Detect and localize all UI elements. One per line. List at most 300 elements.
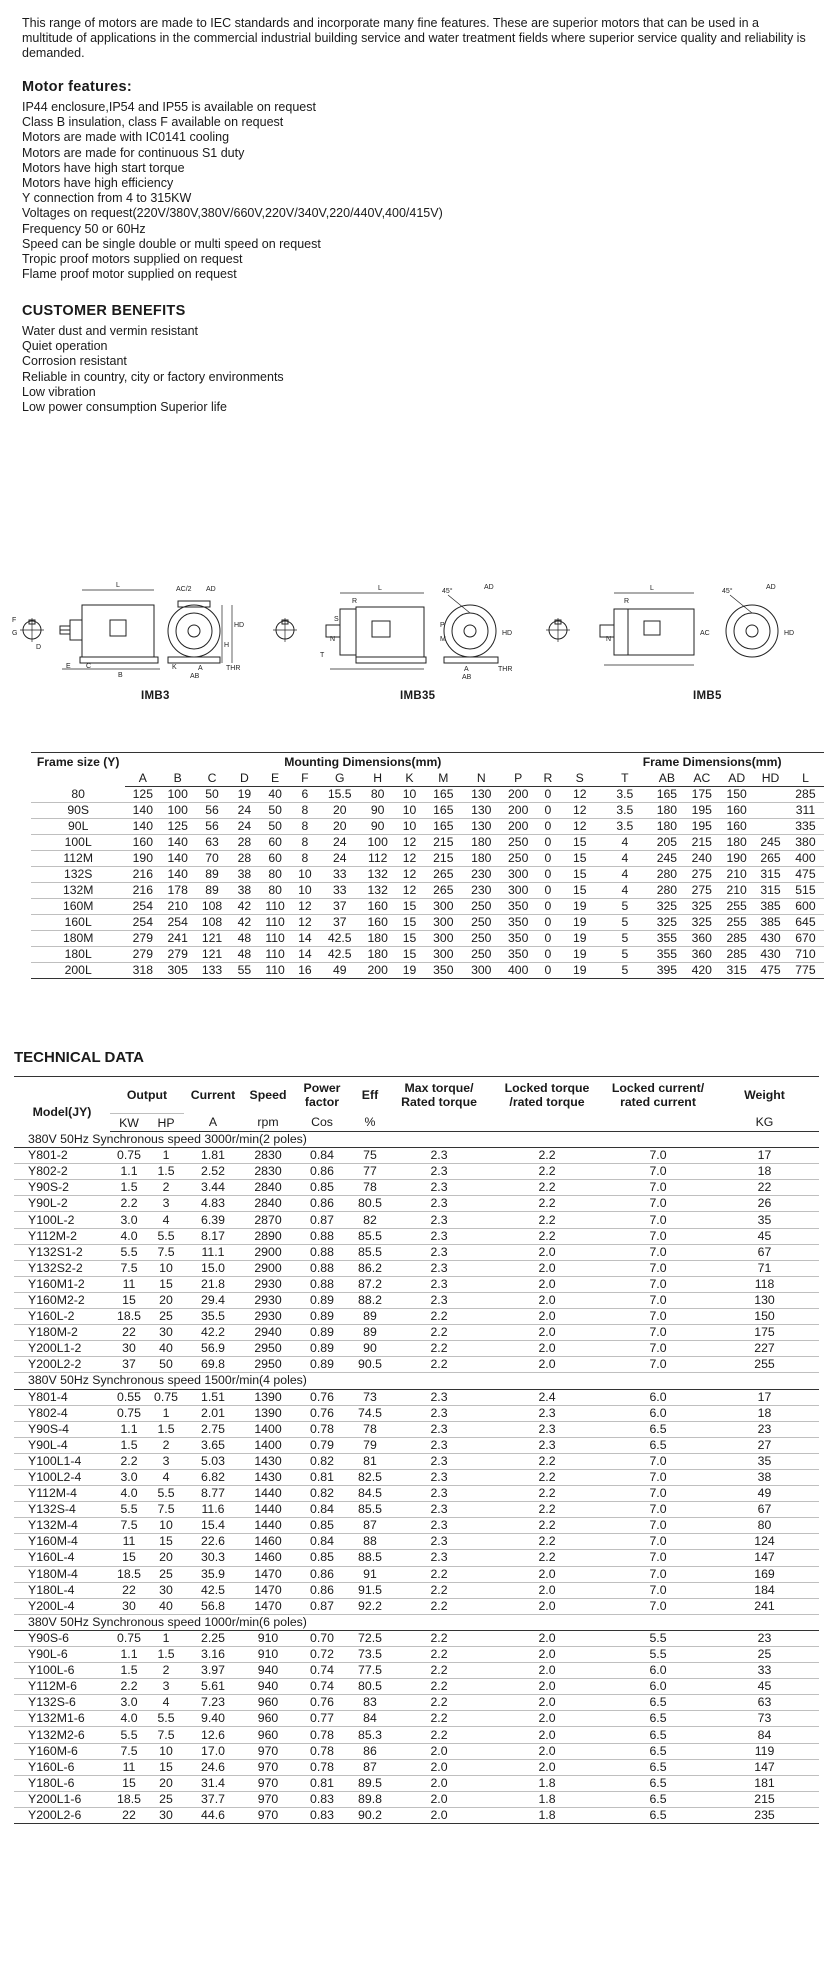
frame-size-cell: 90S xyxy=(31,803,125,819)
dim-cell: 250 xyxy=(500,835,537,851)
model-cell: Y90S-6 xyxy=(14,1630,110,1646)
data-cell: 0.89 xyxy=(294,1341,350,1357)
dim-cell: 300 xyxy=(424,947,463,963)
data-cell: 6.5 xyxy=(606,1437,710,1453)
data-cell: 30 xyxy=(148,1325,184,1341)
data-cell: 1400 xyxy=(242,1421,294,1437)
dim-cell: 12 xyxy=(559,803,600,819)
data-cell: 6.0 xyxy=(606,1389,710,1405)
dim-cell: 42 xyxy=(229,915,260,931)
benefit-item: Water dust and vermin resistant xyxy=(22,324,198,338)
data-cell: 2.0 xyxy=(488,1647,606,1663)
table-row xyxy=(14,1212,819,1228)
dim-cell xyxy=(754,819,787,835)
data-cell: 2.3 xyxy=(390,1518,488,1534)
data-cell: 6.5 xyxy=(606,1759,710,1775)
dim-cell: 24 xyxy=(319,851,360,867)
dim-cell: 0 xyxy=(537,947,560,963)
data-cell: 2.0 xyxy=(390,1775,488,1791)
dim-cell: 215 xyxy=(424,835,463,851)
dim-cell: 178 xyxy=(160,883,195,899)
data-cell: 0.89 xyxy=(294,1325,350,1341)
data-cell: 56.8 xyxy=(184,1598,242,1614)
data-cell: 31.4 xyxy=(184,1775,242,1791)
group-row xyxy=(14,1373,819,1389)
dim-cell: 280 xyxy=(649,883,684,899)
data-cell: 30 xyxy=(148,1807,184,1823)
data-cell: 81 xyxy=(350,1453,390,1469)
data-cell: 20 xyxy=(148,1775,184,1791)
data-cell: 2.3 xyxy=(390,1228,488,1244)
data-cell: 7.0 xyxy=(606,1148,710,1164)
data-cell: 0.76 xyxy=(294,1695,350,1711)
dim-cell: 33 xyxy=(319,883,360,899)
data-cell: 2.3 xyxy=(390,1260,488,1276)
dim-cell: 63 xyxy=(195,835,229,851)
dim-cell: 250 xyxy=(463,899,500,915)
dim-cell: 50 xyxy=(260,803,291,819)
data-cell: 7.0 xyxy=(606,1550,710,1566)
dim-cell: 14 xyxy=(291,947,320,963)
group-row xyxy=(14,1132,819,1148)
data-cell: 2.0 xyxy=(488,1582,606,1598)
data-cell: 72.5 xyxy=(350,1630,390,1646)
dim-cell: 250 xyxy=(500,851,537,867)
model-cell: Y132S-6 xyxy=(14,1695,110,1711)
data-cell: 3 xyxy=(148,1679,184,1695)
table-row xyxy=(14,1743,819,1759)
dim-cell: 350 xyxy=(500,915,537,931)
benefit-item: Reliable in country, city or factory environments xyxy=(22,369,284,384)
data-cell: 45 xyxy=(710,1679,819,1695)
data-cell: 2.2 xyxy=(390,1630,488,1646)
data-cell: 21.8 xyxy=(184,1276,242,1292)
model-cell: Y200L1-6 xyxy=(14,1791,110,1807)
dim-cell: 70 xyxy=(195,851,229,867)
data-cell: 7.0 xyxy=(606,1518,710,1534)
data-cell: 15 xyxy=(110,1775,148,1791)
dim-cell: 0 xyxy=(537,963,560,979)
data-cell: 73 xyxy=(710,1711,819,1727)
model-cell: Y200L1-2 xyxy=(14,1341,110,1357)
dim-cell: 19 xyxy=(559,899,600,915)
technical-data-table xyxy=(14,1076,819,1824)
data-cell: 2.52 xyxy=(184,1164,242,1180)
data-cell: 7.0 xyxy=(606,1228,710,1244)
data-cell: 23 xyxy=(710,1421,819,1437)
header-output: Output xyxy=(110,1077,184,1114)
model-cell: Y180L-4 xyxy=(14,1582,110,1598)
data-cell: 2930 xyxy=(242,1276,294,1292)
data-cell: 78 xyxy=(350,1180,390,1196)
data-cell: 6.5 xyxy=(606,1807,710,1823)
dim-cell: 0 xyxy=(537,803,560,819)
data-cell: 7.0 xyxy=(606,1325,710,1341)
model-cell: Y112M-4 xyxy=(14,1486,110,1502)
dim-cell: 395 xyxy=(649,963,684,979)
dim-cell: 56 xyxy=(195,803,229,819)
data-cell: 0.78 xyxy=(294,1743,350,1759)
table-row xyxy=(31,803,824,819)
dim-cell: 216 xyxy=(125,883,160,899)
feature-item: Speed can be single double or multi speed on request xyxy=(22,236,321,251)
table-row xyxy=(14,1309,819,1325)
dim-letter-ac2: AC/2 xyxy=(176,586,192,593)
imb5-dim-ad: AD xyxy=(766,584,776,591)
data-cell: 3.97 xyxy=(184,1663,242,1679)
imb35-dim-ad: AD xyxy=(484,584,494,591)
model-cell: Y100L-6 xyxy=(14,1663,110,1679)
dim-cell: 205 xyxy=(649,835,684,851)
model-cell: Y90S-2 xyxy=(14,1180,110,1196)
unit-cell: KG xyxy=(710,1114,819,1132)
dim-cell: 15 xyxy=(395,915,424,931)
data-cell: 7.0 xyxy=(606,1212,710,1228)
table-row xyxy=(14,1791,819,1807)
data-cell: 10 xyxy=(148,1260,184,1276)
data-cell: 6.5 xyxy=(606,1791,710,1807)
data-cell: 0.87 xyxy=(294,1598,350,1614)
data-cell: 7.5 xyxy=(110,1518,148,1534)
data-cell: 2 xyxy=(148,1663,184,1679)
data-cell: 3.0 xyxy=(110,1695,148,1711)
frame-size-cell: 200L xyxy=(31,963,125,979)
model-cell: Y100L1-4 xyxy=(14,1453,110,1469)
data-cell: 90.2 xyxy=(350,1807,390,1823)
model-cell: Y200L2-6 xyxy=(14,1807,110,1823)
data-cell: 22 xyxy=(110,1325,148,1341)
dim-column-header: C xyxy=(195,771,229,787)
dim-cell: 5 xyxy=(600,963,649,979)
dim-cell: 300 xyxy=(424,915,463,931)
data-cell: 69.8 xyxy=(184,1357,242,1373)
imb5-dim-l: L xyxy=(650,585,654,592)
data-cell: 73 xyxy=(350,1389,390,1405)
data-cell: 15 xyxy=(110,1292,148,1308)
model-cell: Y160M-4 xyxy=(14,1534,110,1550)
data-cell: 1.8 xyxy=(488,1791,606,1807)
data-cell: 0.84 xyxy=(294,1502,350,1518)
data-cell: 6.5 xyxy=(606,1775,710,1791)
data-cell: 85.5 xyxy=(350,1502,390,1518)
dim-cell: 140 xyxy=(160,851,195,867)
dim-cell: 20 xyxy=(319,819,360,835)
dim-cell: 150 xyxy=(719,787,754,803)
data-cell: 0.83 xyxy=(294,1791,350,1807)
data-cell: 90 xyxy=(350,1341,390,1357)
dim-cell: 12 xyxy=(395,851,424,867)
data-cell: 5.5 xyxy=(606,1630,710,1646)
data-cell: 17 xyxy=(710,1148,819,1164)
dim-cell: 315 xyxy=(754,867,787,883)
intro-paragraph: This range of motors are made to IEC standards and incorporate many fine features. These are superior motors that can be used in a multitude of applications in the commercial industrial building service and water treatment fields where superior service quality and reliability is demanded. xyxy=(22,16,806,60)
unit-cell xyxy=(390,1114,488,1132)
dim-letter-t: T xyxy=(320,652,325,659)
data-cell: 0.78 xyxy=(294,1759,350,1775)
dim-cell: 10 xyxy=(291,867,320,883)
data-cell: 2.3 xyxy=(390,1148,488,1164)
data-cell: 2.0 xyxy=(390,1759,488,1775)
data-cell: 0.88 xyxy=(294,1244,350,1260)
frame-size-cell: 80 xyxy=(31,787,125,803)
data-cell: 241 xyxy=(710,1598,819,1614)
dim-letter-ab: AB xyxy=(190,673,200,680)
dim-cell: 255 xyxy=(719,915,754,931)
data-cell: 2930 xyxy=(242,1309,294,1325)
dim-cell: 10 xyxy=(395,787,424,803)
data-cell: 5.5 xyxy=(148,1486,184,1502)
data-cell: 15 xyxy=(148,1276,184,1292)
diagram-label-imb5: IMB5 xyxy=(693,690,722,702)
dim-cell: 380 xyxy=(787,835,824,851)
dim-cell: 430 xyxy=(754,931,787,947)
dim-cell: 55 xyxy=(229,963,260,979)
data-cell: 5.5 xyxy=(110,1502,148,1518)
dim-cell: 254 xyxy=(160,915,195,931)
group-title: 380V 50Hz Synchronous speed 1000r/min(6 poles) xyxy=(14,1614,819,1630)
group-title: 380V 50Hz Synchronous speed 1500r/min(4 poles) xyxy=(14,1373,819,1389)
data-cell: 7.5 xyxy=(110,1260,148,1276)
data-cell: 84 xyxy=(710,1727,819,1743)
table-row xyxy=(14,1695,819,1711)
units-row xyxy=(14,1114,819,1132)
data-cell: 940 xyxy=(242,1679,294,1695)
dim-cell: 60 xyxy=(260,851,291,867)
model-cell: Y802-4 xyxy=(14,1405,110,1421)
unit-cell xyxy=(488,1114,606,1132)
dim-cell: 200 xyxy=(360,963,395,979)
frame-size-header: Frame size (Y) xyxy=(31,753,125,787)
model-cell: Y132S1-2 xyxy=(14,1244,110,1260)
dim-column-header: G xyxy=(319,771,360,787)
data-cell: 15 xyxy=(148,1534,184,1550)
table-row xyxy=(14,1630,819,1646)
data-cell: 2.2 xyxy=(390,1582,488,1598)
data-cell: 18.5 xyxy=(110,1566,148,1582)
data-cell: 33 xyxy=(710,1663,819,1679)
data-cell: 2.2 xyxy=(390,1663,488,1679)
feature-item: Frequency 50 or 60Hz xyxy=(22,221,146,236)
dim-column-header: N xyxy=(463,771,500,787)
model-cell: Y180M-2 xyxy=(14,1325,110,1341)
frame-size-cell: 160L xyxy=(31,915,125,931)
header-model: Model(JY) xyxy=(14,1077,110,1132)
data-cell: 2900 xyxy=(242,1260,294,1276)
dim-cell: 8 xyxy=(291,819,320,835)
model-cell: Y132M2-6 xyxy=(14,1727,110,1743)
frame-size-cell: 180L xyxy=(31,947,125,963)
data-cell: 2.3 xyxy=(390,1437,488,1453)
dim-cell: 210 xyxy=(719,883,754,899)
data-cell: 89.5 xyxy=(350,1775,390,1791)
data-cell: 2.0 xyxy=(488,1260,606,1276)
dim-cell: 90 xyxy=(360,819,395,835)
model-cell: Y90S-4 xyxy=(14,1421,110,1437)
dim-cell: 165 xyxy=(424,787,463,803)
table-row xyxy=(14,1807,819,1823)
dim-cell: 42.5 xyxy=(319,947,360,963)
dim-cell: 385 xyxy=(754,915,787,931)
dim-cell: 216 xyxy=(125,867,160,883)
dim-column-header: A xyxy=(125,771,160,787)
data-cell: 4 xyxy=(148,1469,184,1485)
dim-cell: 130 xyxy=(463,819,500,835)
data-cell: 2.2 xyxy=(390,1727,488,1743)
dim-cell: 265 xyxy=(754,851,787,867)
feature-item: Motors are made with IC0141 cooling xyxy=(22,130,230,145)
data-cell: 2930 xyxy=(242,1292,294,1308)
data-cell: 1.8 xyxy=(488,1807,606,1823)
table-row xyxy=(14,1775,819,1791)
data-cell: 3.16 xyxy=(184,1647,242,1663)
data-cell: 11 xyxy=(110,1534,148,1550)
model-cell: Y132M-4 xyxy=(14,1518,110,1534)
data-cell: 0.75 xyxy=(110,1630,148,1646)
model-cell: Y90L-2 xyxy=(14,1196,110,1212)
dim-letter-45deg: 45° xyxy=(442,588,453,595)
model-cell: Y100L-2 xyxy=(14,1212,110,1228)
model-cell: Y801-4 xyxy=(14,1389,110,1405)
data-cell: 15.4 xyxy=(184,1518,242,1534)
data-cell: 0.88 xyxy=(294,1276,350,1292)
data-cell: 2.01 xyxy=(184,1405,242,1421)
dim-letter-p: P xyxy=(440,622,445,629)
dim-cell: 12 xyxy=(291,899,320,915)
table-row xyxy=(14,1421,819,1437)
data-cell: 5.61 xyxy=(184,1679,242,1695)
dim-cell: 250 xyxy=(463,915,500,931)
data-cell: 22 xyxy=(710,1180,819,1196)
data-cell: 4.0 xyxy=(110,1228,148,1244)
data-cell: 5.5 xyxy=(148,1228,184,1244)
motor-features-title: Motor features: xyxy=(22,79,133,95)
data-cell: 9.40 xyxy=(184,1711,242,1727)
data-cell: 0.82 xyxy=(294,1453,350,1469)
data-cell: 1430 xyxy=(242,1469,294,1485)
data-cell: 2.2 xyxy=(488,1518,606,1534)
dim-letter-s: S xyxy=(334,616,339,623)
table-row xyxy=(14,1518,819,1534)
data-cell: 92.2 xyxy=(350,1598,390,1614)
data-cell: 7.0 xyxy=(606,1309,710,1325)
dim-cell: 15 xyxy=(559,883,600,899)
data-cell: 25 xyxy=(148,1566,184,1582)
dim-cell: 15.5 xyxy=(319,787,360,803)
dim-cell: 140 xyxy=(125,803,160,819)
dim-cell: 0 xyxy=(537,931,560,947)
dim-cell: 190 xyxy=(125,851,160,867)
data-cell: 6.0 xyxy=(606,1663,710,1679)
dim-cell xyxy=(754,787,787,803)
data-cell: 8.77 xyxy=(184,1486,242,1502)
data-cell: 18.5 xyxy=(110,1309,148,1325)
dim-cell: 315 xyxy=(719,963,754,979)
data-cell: 1440 xyxy=(242,1502,294,1518)
feature-item: IP44 enclosure,IP54 and IP55 is available on request xyxy=(22,100,316,114)
data-cell: 38 xyxy=(710,1469,819,1485)
data-cell: 970 xyxy=(242,1759,294,1775)
dim-cell: 12 xyxy=(291,915,320,931)
data-cell: 87 xyxy=(350,1759,390,1775)
data-cell: 2.3 xyxy=(390,1469,488,1485)
dim-letter-n: N xyxy=(330,636,336,643)
table-row xyxy=(14,1469,819,1485)
dim-cell: 180 xyxy=(360,931,395,947)
data-cell: 2950 xyxy=(242,1341,294,1357)
dim-cell: 19 xyxy=(395,963,424,979)
data-cell: 2.3 xyxy=(390,1389,488,1405)
table-row xyxy=(14,1276,819,1292)
dim-cell: 0 xyxy=(537,819,560,835)
table-row xyxy=(14,1566,819,1582)
data-cell: 4 xyxy=(148,1695,184,1711)
data-cell: 2.0 xyxy=(488,1357,606,1373)
dim-cell: 49 xyxy=(319,963,360,979)
header-current: Current xyxy=(184,1077,242,1114)
data-cell: 5.03 xyxy=(184,1453,242,1469)
dim-cell: 108 xyxy=(195,899,229,915)
dimension-column-headers xyxy=(31,771,824,787)
model-cell: Y200L-4 xyxy=(14,1598,110,1614)
data-cell: 2.2 xyxy=(488,1164,606,1180)
data-cell: 2.2 xyxy=(488,1550,606,1566)
data-cell: 2.2 xyxy=(488,1502,606,1518)
imb35-diagram xyxy=(273,584,512,681)
data-cell: 2.2 xyxy=(390,1325,488,1341)
data-cell: 83 xyxy=(350,1695,390,1711)
data-cell: 2.3 xyxy=(390,1453,488,1469)
data-cell: 910 xyxy=(242,1647,294,1663)
dim-cell: 130 xyxy=(463,787,500,803)
data-cell: 2.3 xyxy=(390,1292,488,1308)
data-cell: 2840 xyxy=(242,1196,294,1212)
data-cell: 24.6 xyxy=(184,1759,242,1775)
dim-cell: 195 xyxy=(684,819,719,835)
data-cell: 0.86 xyxy=(294,1582,350,1598)
dim-cell: 0 xyxy=(537,899,560,915)
data-cell: 15 xyxy=(148,1759,184,1775)
imb5-motor-body xyxy=(628,609,694,655)
data-cell: 18.5 xyxy=(110,1791,148,1807)
data-cell: 44.6 xyxy=(184,1807,242,1823)
imb35-dim-a: A xyxy=(464,666,469,673)
dim-cell: 19 xyxy=(229,787,260,803)
dim-cell: 400 xyxy=(500,963,537,979)
data-cell: 89 xyxy=(350,1309,390,1325)
table-row xyxy=(14,1598,819,1614)
dim-column-header: T xyxy=(600,771,649,787)
data-cell: 1.5 xyxy=(148,1421,184,1437)
data-cell: 130 xyxy=(710,1292,819,1308)
data-cell: 169 xyxy=(710,1566,819,1582)
dim-cell: 275 xyxy=(684,867,719,883)
data-cell: 2.0 xyxy=(488,1598,606,1614)
table-row xyxy=(14,1148,819,1164)
data-cell: 147 xyxy=(710,1759,819,1775)
feature-item: Motors have high start torque xyxy=(22,160,185,175)
data-cell: 42.5 xyxy=(184,1582,242,1598)
dim-cell xyxy=(754,803,787,819)
dim-cell: 108 xyxy=(195,915,229,931)
dim-cell: 180 xyxy=(719,835,754,851)
data-cell: 6.5 xyxy=(606,1695,710,1711)
data-cell: 42.2 xyxy=(184,1325,242,1341)
dim-cell: 240 xyxy=(684,851,719,867)
data-cell: 56.9 xyxy=(184,1341,242,1357)
table-row xyxy=(31,819,824,835)
dim-cell: 350 xyxy=(500,899,537,915)
dim-cell: 3.5 xyxy=(600,803,649,819)
